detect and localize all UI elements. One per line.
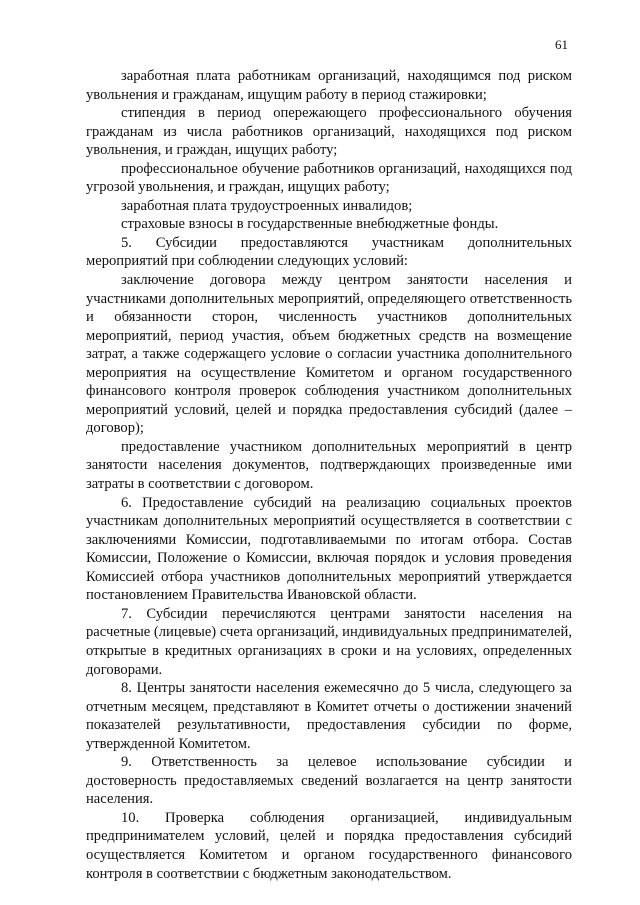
paragraph-contract: заключение договора между центром занятости населения и участниками дополнительных мероприятий, определяющего ответственность и обязанности сторон, численность участников дополнительных мероприятий, период участия, объем бюджетных средств на возмещение затрат, а также содержащего условие о согласии участника дополнительного мероприятия на осуществление Комитетом и органом государственного финансового контроля проверок соблюдения участником дополнительных мероприятий условий, целей и порядка предоставления субсидий (далее – договор); [86,272,572,437]
paragraph-item-6: 6. Предоставление субсидий на реализацию социальных проектов участникам дополнительных мероприятий осуществляется в соответствии с заключениями Комиссии, подготавливаемыми по итогам отбора. Состав Комиссии, Положение о Комиссии, включая порядок и условия проведения Комиссией отбора участников дополнительных мероприятий утверждается постановлением Правительства Ивановской области. [86,494,572,604]
paragraph-disabled-salary: заработная плата трудоустроенных инвалидов; [121,197,413,214]
paragraph-salary-risk: заработная плата работникам организаций, находящимся под риском увольнения и гражданам, ищущим работу в период стажировки; [86,68,572,103]
paragraph-item-8: 8. Центры занятости населения ежемесячно до 5 числа, следующего за отчетным месяцем, представляют в Комитет отчеты о достижении значений показателей результативности, предоставления субсидии по форме, утвержденной Комитетом. [86,680,572,752]
paragraph-item-7: 7. Субсидии перечисляются центрами занятости населения на расчетные (лицевые) счета организаций, индивидуальных предпринимателей, открытые в кредитных организациях в сроки и на условиях, определенных договорами. [86,605,572,678]
paragraph-item-5: 5. Субсидии предоставляются участникам дополнительных мероприятий при соблюдении следующих условий: [86,234,572,270]
paragraph-training: профессиональное обучение работников организаций, находящихся под угрозой увольнения, и граждан, ищущих работу; [86,160,572,196]
paragraph-stipend: стипендия в период опережающего профессионального обучения гражданам из числа работников организаций, находящихся под риском увольнения, и граждан, ищущих работу; [86,105,572,159]
document-body [86,67,572,883]
paragraph-item-10: 10. Проверка соблюдения организацией, индивидуальным предпринимателем условий, целей и порядка предоставления субсидий осуществляется Комитетом и органом государственного финансового контроля в соответствии с бюджетным законодательством. [86,809,572,882]
paragraph-documents: предоставление участником дополнительных мероприятий в центр занятости населения документов, подтверждающих произведенные ими затраты в соответствии с договором. [86,438,572,493]
page-number: 61 [555,37,568,52]
paragraph-insurance: страховые взносы в государственные внебюджетные фонды. [121,216,499,233]
paragraph-item-9: 9. Ответственность за целевое использование субсидии и достоверность предоставляемых сведений возлагается на центр занятости населения. [86,754,572,808]
